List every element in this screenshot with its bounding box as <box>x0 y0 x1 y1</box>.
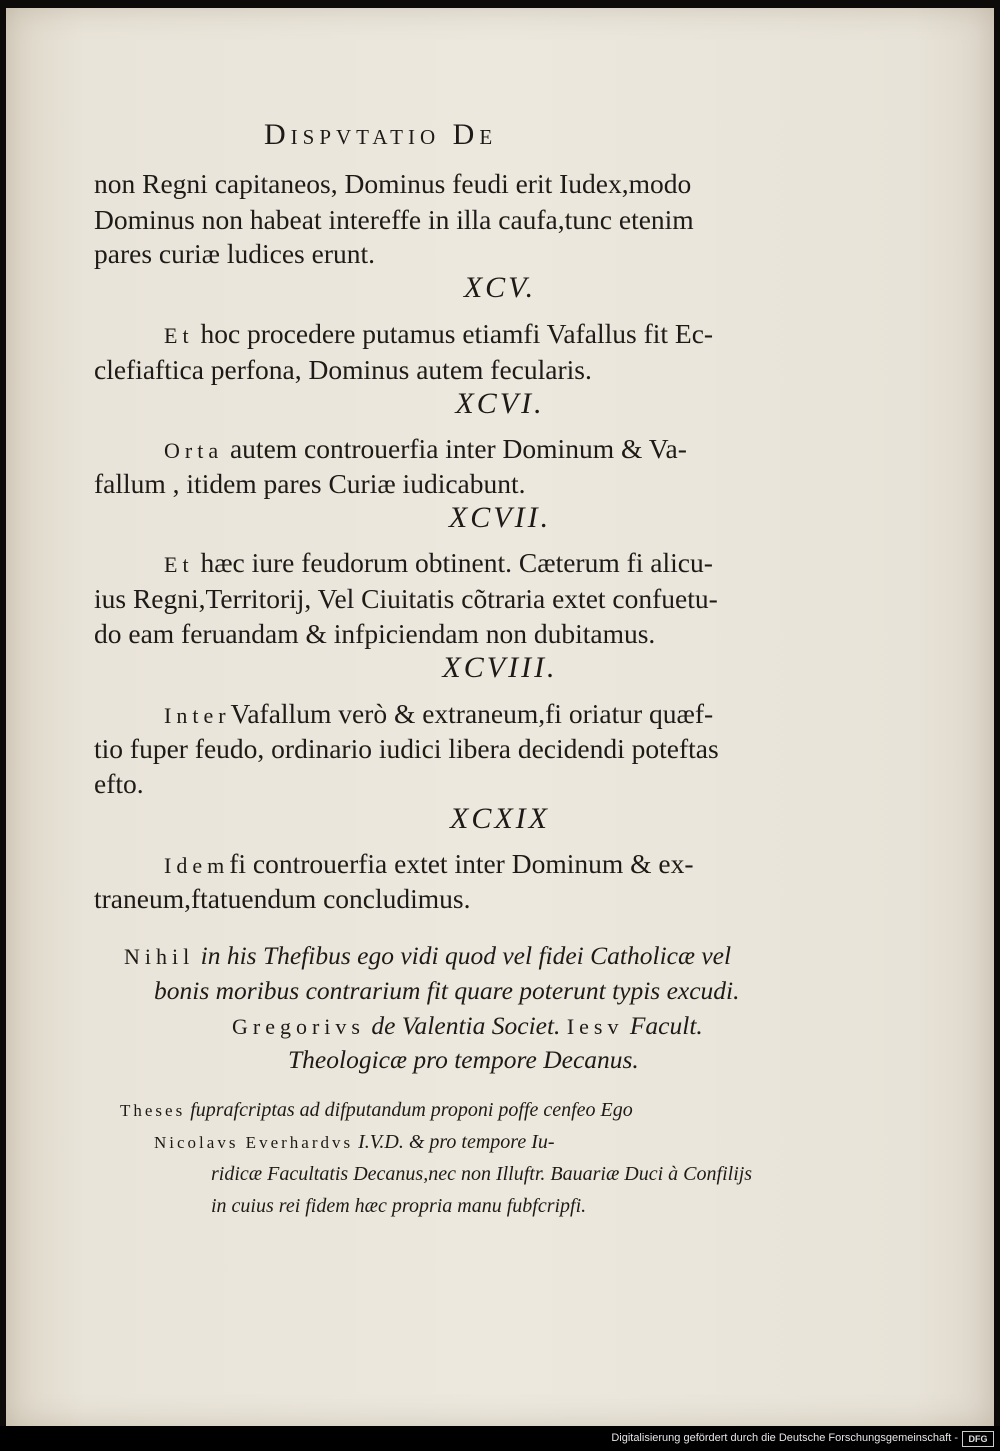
footer-bar <box>0 1426 1000 1451</box>
text-line: Et hoc procedere putamus etiamfi Vafallus fit Ec- <box>164 318 714 349</box>
text-line: efto. <box>94 768 144 799</box>
text-line: tio fuper feudo, ordinario iudici libera decidendi poteftas <box>94 733 719 764</box>
censura-line: Theses fuprafcriptas ad difputandum proponi poffe cenfeo Ego <box>120 1099 633 1121</box>
thesis-number-95: XCV. <box>463 271 537 304</box>
lead-word: Idem <box>164 853 230 878</box>
lead-word: Et <box>164 323 194 348</box>
text-line: non Regni capitaneos, Dominus feudi erit Iudex,modo <box>94 168 692 199</box>
approbatio-line: Nihil in his Thefibus ego vidi quod vel fidei Catholicæ vel <box>124 941 732 970</box>
text-line: pares curiæ ludices erunt. <box>94 238 376 269</box>
text-line: traneum,ftatuendum concludimus. <box>94 883 471 914</box>
text-line: InterVafallum verò & extraneum,fi oriatur quæf- <box>164 698 714 729</box>
censura-line: Nicolavs Everhardvs I.V.D. & pro tempore Iu- <box>154 1131 555 1153</box>
book-page <box>6 8 994 1426</box>
thesis-number-96: XCVI. <box>455 387 545 420</box>
text-line: do eam feruandam & infpiciendam non dubitamus. <box>94 618 656 649</box>
text-line: clefiaftica perfona, Dominus autem fecularis. <box>94 354 592 385</box>
lead-word: Theses <box>120 1101 186 1120</box>
thesis-number-97: XCVII. <box>448 501 552 534</box>
lead-word: Inter <box>164 703 231 728</box>
text-line: fallum , itidem pares Curiæ iudicabunt. <box>94 468 526 499</box>
text-line: Orta autem controuerfia inter Dominum & Va- <box>164 433 687 464</box>
lead-word: Et <box>164 552 194 577</box>
thesis-number-98: XCVIII. <box>442 651 558 684</box>
approbatio-line: bonis moribus contrarium fit quare poterunt typis excudi. <box>154 976 740 1005</box>
approbatio-signature: Gregorivs de Valentia Societ. Iesv Facult. <box>232 1011 703 1040</box>
thesis-number-99: XCXIX <box>450 802 550 835</box>
text-line: Idemfi controuerfia extet inter Dominum & ex- <box>164 848 694 879</box>
lead-word: Nihil <box>124 944 195 969</box>
text-line: Et hæc iure feudorum obtinent. Cæterum fi alicu- <box>164 547 713 578</box>
censura-line: in cuius rei fidem hæc propria manu fubfcripfi. <box>211 1195 587 1217</box>
text-line: Dominus non habeat intereffe in illa caufa,tunc etenim <box>94 204 694 235</box>
censura-line: ridicæ Facultatis Decanus,nec non Illuftr. Bauariæ Duci à Confilijs <box>211 1163 753 1185</box>
footer-credit: Digitalisierung gefördert durch die Deutsche Forschungsgemeinschaft - <box>611 1432 958 1444</box>
running-head: Dispvtatio De <box>264 118 498 151</box>
approbatio-line: Theologicæ pro tempore Decanus. <box>288 1045 639 1074</box>
text-line: ius Regni,Territorij, Vel Ciuitatis cõtraria extet confuetu- <box>94 583 718 614</box>
dfg-logo-icon: DFG <box>962 1431 994 1447</box>
lead-word: Orta <box>164 438 224 463</box>
